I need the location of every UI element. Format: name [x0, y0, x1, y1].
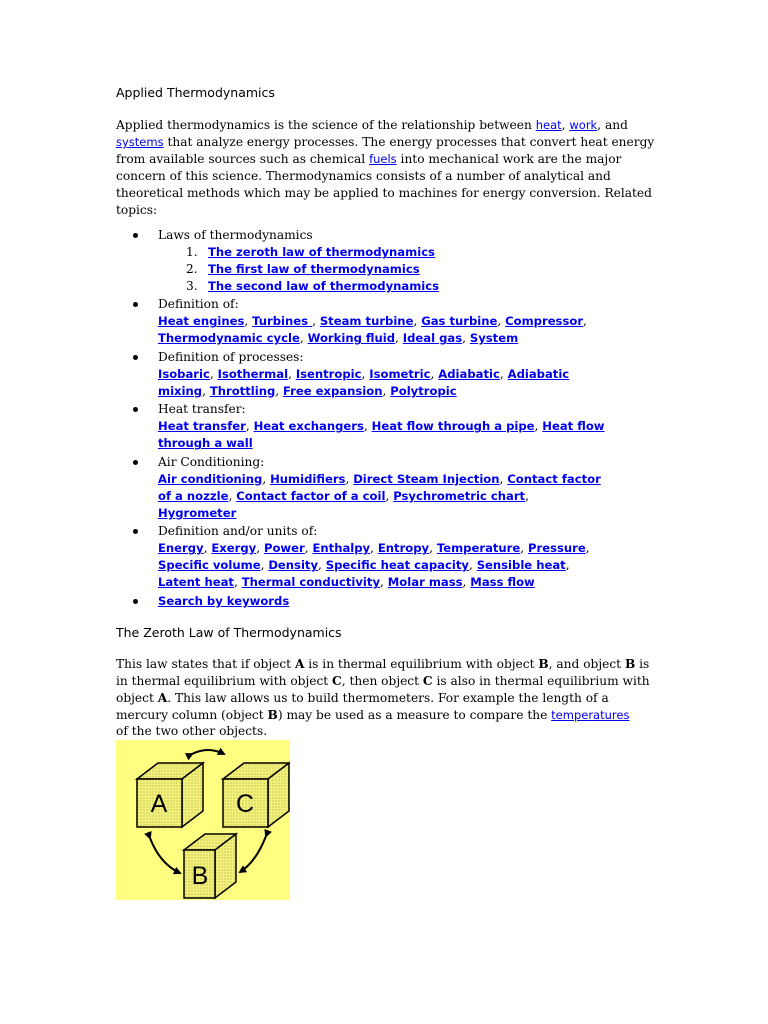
- ideal-gas-link[interactable]: Ideal gas: [402, 331, 463, 346]
- object-label: A: [294, 656, 305, 671]
- paragraph-text: . This law allows us to build thermometers. For example the length of a mercury column (object: [116, 690, 609, 722]
- topic-units: [116, 523, 656, 591]
- link-row: Air conditioning, Humidifiers, Direct Steam Injection, Contact factor: [158, 471, 601, 486]
- law-item: [158, 261, 656, 278]
- list-number: 2.: [186, 262, 198, 277]
- pressure-link[interactable]: Pressure: [528, 541, 586, 556]
- bullet-icon: [133, 355, 138, 360]
- adiabatic-mixing-link[interactable]: Adiabatic: [507, 366, 570, 381]
- related-topics-list: [116, 227, 656, 609]
- object-label: B: [267, 707, 278, 722]
- throttling-link[interactable]: Throttling: [209, 383, 276, 398]
- list-number: 3.: [186, 279, 198, 294]
- paragraph-text: of the two other objects.: [116, 724, 268, 739]
- topic-search: [116, 593, 656, 610]
- heat-transfer-link[interactable]: Heat transfer: [158, 419, 246, 434]
- topic-label: Definition and/or units of:: [158, 524, 318, 539]
- entropy-link[interactable]: Entropy: [377, 541, 430, 556]
- arrow-a-c: [192, 750, 224, 754]
- polytropic-link[interactable]: Polytropic: [390, 383, 457, 398]
- law-item: [158, 244, 656, 261]
- system-link[interactable]: System: [469, 331, 519, 346]
- intro-paragraph: [116, 117, 656, 218]
- bullet-icon: [133, 302, 138, 307]
- latent-heat-link[interactable]: Latent heat: [158, 575, 234, 590]
- cubes-diagram-svg: [116, 740, 290, 900]
- thermal-conductivity-link[interactable]: Thermal conductivity: [241, 575, 381, 590]
- link-row: mixing, Throttling, Free expansion, Polytropic: [158, 383, 457, 398]
- topic-label: Heat transfer:: [158, 402, 246, 417]
- contact-factor-coil-link[interactable]: Contact factor of a coil: [236, 488, 386, 503]
- cube-label: B: [191, 862, 209, 891]
- paragraph-text: This law states that if object: [116, 656, 295, 671]
- paragraph-text: ) may be used as a measure to compare the: [277, 707, 552, 722]
- intro-text: Applied thermodynamics is the science of the relationship between: [116, 118, 536, 132]
- link-row: [158, 435, 656, 452]
- isentropic-link[interactable]: Isentropic: [295, 366, 362, 381]
- specific-heat-capacity-link[interactable]: Specific heat capacity: [325, 558, 469, 573]
- intro-text: into mechanical work are the major concern of this science. Thermodynamics consists of a number of analytical and theoretical methods which may be applied to machines for energy conversion. Related topics:: [116, 151, 652, 217]
- contact-factor-nozzle-link[interactable]: Contact factor: [507, 471, 601, 486]
- link-row: Isobaric, Isothermal, Isentropic, Isometric, Adiabatic, Adiabatic: [158, 366, 570, 381]
- steam-turbine-link[interactable]: Steam turbine: [319, 314, 414, 329]
- laws-list: [158, 244, 656, 294]
- topic-label: Laws of thermodynamics: [158, 228, 313, 243]
- humidifiers-link[interactable]: Humidifiers: [270, 471, 346, 486]
- first-law-link[interactable]: The first law of thermodynamics: [208, 262, 420, 277]
- topic-heat-transfer: [116, 401, 656, 452]
- turbines-link[interactable]: Turbines: [252, 314, 313, 329]
- zeroth-law-paragraph: [116, 656, 656, 741]
- link-row: Heat engines, Turbines , Steam turbine, Gas turbine, Compressor,: [158, 314, 587, 329]
- link-row: [158, 593, 656, 610]
- density-link[interactable]: Density: [268, 558, 319, 573]
- intro-text: , and: [597, 118, 628, 132]
- contact-factor-nozzle-link[interactable]: of a nozzle: [158, 488, 229, 503]
- enthalpy-link[interactable]: Enthalpy: [312, 541, 371, 556]
- work-link[interactable]: work: [569, 118, 598, 132]
- heat-engines-link[interactable]: Heat engines: [158, 314, 245, 329]
- paragraph-text: is in thermal equilibrium with object: [116, 656, 650, 688]
- topic-definition: [116, 296, 656, 347]
- law-item: [158, 278, 656, 295]
- link-row: Energy, Exergy, Power, Enthalpy, Entropy, Temperature, Pressure,: [158, 541, 590, 556]
- heat-flow-wall-link[interactable]: Heat flow: [542, 419, 605, 434]
- cube-a: [137, 763, 203, 827]
- topic-label: Air Conditioning:: [158, 454, 265, 469]
- compressor-link[interactable]: Compressor: [505, 314, 584, 329]
- object-label: C: [422, 673, 433, 688]
- paragraph-text: , then object: [341, 673, 423, 688]
- hygrometer-link[interactable]: Hygrometer: [158, 505, 237, 520]
- link-row: Latent heat, Thermal conductivity, Molar mass, Mass flow: [158, 575, 535, 590]
- search-by-keywords-link[interactable]: Search by keywords: [158, 593, 290, 608]
- intro-text: ,: [561, 118, 570, 132]
- zeroth-law-heading: The Zeroth Law of Thermodynamics: [116, 624, 342, 640]
- adiabatic-mixing-link[interactable]: mixing: [158, 383, 203, 398]
- cube-b: [184, 834, 236, 898]
- systems-link[interactable]: systems: [116, 134, 164, 149]
- heat-flow-pipe-link[interactable]: Heat flow through a pipe: [371, 419, 535, 434]
- page-title: Applied Thermodynamics: [116, 85, 275, 100]
- bullet-icon: [133, 599, 138, 604]
- bullet-icon: [133, 529, 138, 534]
- link-row: [158, 505, 656, 522]
- cube-c: [223, 763, 289, 827]
- cube-label: A: [150, 790, 168, 819]
- gas-turbine-link[interactable]: Gas turbine: [421, 314, 498, 329]
- arrow-a-b: [150, 838, 180, 873]
- molar-mass-link[interactable]: Molar mass: [387, 575, 463, 590]
- object-label: B: [624, 656, 636, 671]
- temperature-link[interactable]: Temperature: [436, 541, 521, 556]
- document-content: [116, 84, 656, 900]
- mass-flow-link[interactable]: Mass flow: [470, 575, 535, 590]
- air-conditioning-link[interactable]: Air conditioning: [158, 471, 263, 486]
- heat-exchangers-link[interactable]: Heat exchangers: [253, 419, 364, 434]
- topic-processes: [116, 349, 656, 400]
- psychrometric-chart-link[interactable]: Psychrometric chart: [393, 488, 526, 503]
- topic-laws: [116, 227, 656, 294]
- free-expansion-link[interactable]: Free expansion: [283, 383, 383, 398]
- exergy-link[interactable]: Exergy: [211, 541, 257, 556]
- energy-link[interactable]: Energy: [158, 541, 204, 556]
- object-label: C: [332, 673, 342, 688]
- adiabatic-link[interactable]: Adiabatic: [438, 366, 500, 381]
- isometric-link[interactable]: Isometric: [369, 366, 431, 381]
- power-link[interactable]: Power: [263, 541, 305, 556]
- direct-steam-injection-link[interactable]: Direct Steam Injection: [353, 471, 500, 486]
- object-label: B: [538, 656, 549, 671]
- sensible-heat-link[interactable]: Sensible heat: [476, 558, 566, 573]
- list-number: 1.: [186, 245, 198, 260]
- cube-label: C: [235, 790, 255, 819]
- bullet-icon: [133, 460, 138, 465]
- bullet-icon: [133, 233, 138, 238]
- heat-link[interactable]: heat: [535, 118, 562, 132]
- object-label: A: [157, 690, 168, 705]
- temperatures-link[interactable]: temperatures: [551, 707, 630, 722]
- arrow-c-b: [240, 836, 266, 872]
- link-row: Thermodynamic cycle, Working fluid, Ideal gas, System: [158, 331, 519, 346]
- topic-label: Definition of:: [158, 297, 239, 312]
- link-row: of a nozzle, Contact factor of a coil, Psychrometric chart,: [158, 488, 529, 503]
- topic-air-conditioning: [116, 454, 656, 522]
- isobaric-link[interactable]: Isobaric: [158, 366, 210, 381]
- topic-label: Definition of processes:: [158, 349, 304, 364]
- link-row: Specific volume, Density, Specific heat capacity, Sensible heat,: [158, 558, 570, 573]
- link-row: Heat transfer, Heat exchangers, Heat flow through a pipe, Heat flow: [158, 419, 605, 434]
- bullet-icon: [133, 407, 138, 412]
- specific-volume-link[interactable]: Specific volume: [158, 558, 261, 573]
- zeroth-law-link[interactable]: The zeroth law of thermodynamics: [208, 245, 435, 260]
- paragraph-text: is also in thermal equilibrium with object: [116, 673, 650, 705]
- thermodynamic-cycle-link[interactable]: Thermodynamic cycle: [158, 331, 300, 346]
- paragraph-text: is in thermal equilibrium with object: [304, 656, 539, 671]
- heat-flow-wall-link[interactable]: through a wall: [158, 436, 253, 451]
- isothermal-link[interactable]: Isothermal: [217, 366, 289, 381]
- fuels-link[interactable]: fuels: [369, 151, 397, 166]
- thermal-equilibrium-diagram: [116, 740, 290, 900]
- paragraph-text: , and object: [548, 656, 625, 671]
- second-law-link[interactable]: The second law of thermodynamics: [208, 279, 440, 294]
- intro-text: that analyze energy processes. The energy processes that convert heat energy from available sources such as chemical: [116, 134, 655, 166]
- working-fluid-link[interactable]: Working fluid: [307, 331, 396, 346]
